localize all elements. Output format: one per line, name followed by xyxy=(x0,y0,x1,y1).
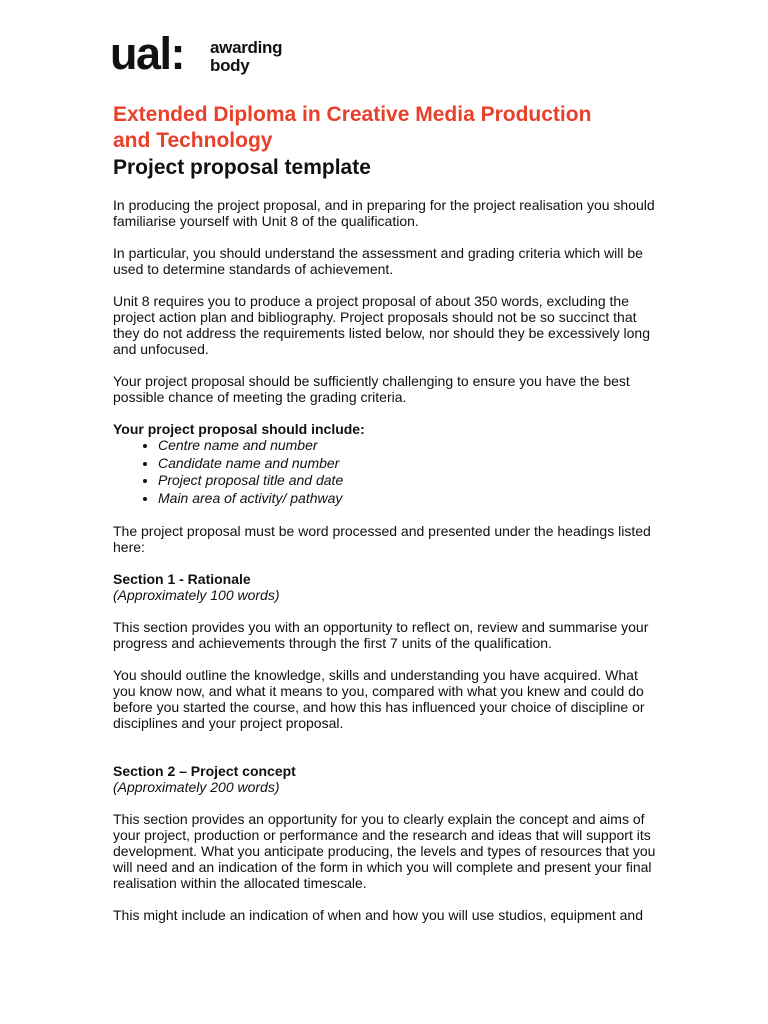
logo-line-1: awarding xyxy=(210,38,283,57)
headings-note: The project proposal must be word processed and presented under the headings listed here: xyxy=(113,523,651,555)
section-1-word-count: (Approximately 100 words) xyxy=(113,587,280,603)
list-item: • Project proposal title and date xyxy=(158,472,658,490)
document-subtitle: Project proposal template xyxy=(113,156,371,179)
include-heading: Your project proposal should include: xyxy=(113,421,365,437)
logo-line-2: body xyxy=(210,56,250,75)
intro-paragraph-1: In producing the project proposal, and in preparing for the project realisation you should familiarise yourself with Unit 8 of the qualification. xyxy=(113,197,655,229)
document-title xyxy=(113,102,658,154)
title-line-2: and Technology xyxy=(113,129,273,152)
section-2-heading: Section 2 – Project concept xyxy=(113,763,296,779)
section-1-heading: Section 1 - Rationale xyxy=(113,571,251,587)
spacer xyxy=(113,747,658,763)
intro-paragraph-2: In particular, you should understand the assessment and grading criteria which will be used to determine standards of achievement. xyxy=(113,245,643,277)
logo-text xyxy=(210,39,282,75)
include-list xyxy=(113,437,658,507)
section-1-paragraph-2: You should outline the knowledge, skills and understanding you have acquired. What you know now, and what it means to you, compared with what you knew and could do before you started the course, and how this has influenced your choice of discipline or disciplines and your project proposal. xyxy=(113,667,645,731)
section-1-paragraph-1: This section provides you with an opportunity to reflect on, review and summarise your progress and achievements through the first 7 units of the qualification. xyxy=(113,619,649,651)
intro-paragraph-4: Your project proposal should be sufficiently challenging to ensure you have the best possible chance of meeting the grading criteria. xyxy=(113,373,630,405)
list-item: • Candidate name and number xyxy=(158,455,658,473)
document-body xyxy=(113,102,658,939)
intro-paragraph-3: Unit 8 requires you to produce a project proposal of about 350 words, excluding the project action plan and bibliography. Project proposals should not be so succinct that they do not address the requirements listed below, nor should they be excessively long and unfocused. xyxy=(113,293,650,357)
section-2-paragraph-2: This might include an indication of when and how you will use studios, equipment and xyxy=(113,907,643,923)
list-item: • Centre name and number xyxy=(158,437,658,455)
list-item: • Main area of activity/ pathway xyxy=(158,490,658,508)
title-line-1: Extended Diploma in Creative Media Production xyxy=(113,103,592,126)
section-2-word-count: (Approximately 200 words) xyxy=(113,779,280,795)
section-2-paragraph-1: This section provides an opportunity for you to clearly explain the concept and aims of your project, production or performance and the research and ideas that will support its development. What you anticipate producing, the levels and types of resources that you will need and an indication of the form in which you will complete and present your final realisation within the allocated timescale. xyxy=(113,811,656,891)
logo-mark: ual: xyxy=(110,28,185,79)
